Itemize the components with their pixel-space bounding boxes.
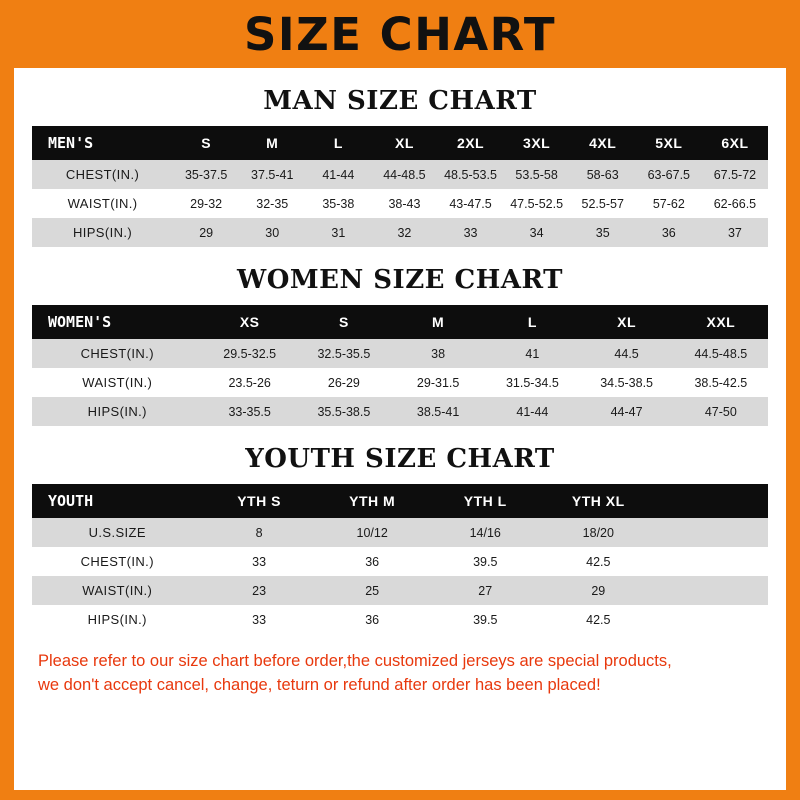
table-man-size (32, 126, 768, 247)
table-cell: 39.5 (473, 554, 498, 569)
column-header: 2XL (456, 135, 485, 151)
table-cell: 23 (252, 583, 267, 598)
column-header: MEN'S (48, 134, 94, 152)
table-cell (655, 576, 768, 605)
table-cell: 48.5-53.5 (444, 167, 497, 182)
table-cell: 29.5-32.5 (223, 346, 277, 361)
table-cell: 35.5-38.5 (317, 404, 371, 419)
table-header-row (32, 484, 768, 518)
table-row (32, 339, 768, 368)
column-header: YTH XL (571, 493, 625, 509)
column-header: YTH S (237, 493, 281, 509)
table-cell: 39.5 (473, 612, 498, 627)
column-header: 4XL (589, 135, 617, 151)
section-man (32, 86, 768, 247)
column-header: 5XL (655, 135, 683, 151)
table-row (32, 547, 768, 576)
table-body (32, 518, 768, 634)
table-cell: 41-44 (322, 167, 355, 182)
table-cell: 42.5 (586, 554, 611, 569)
row-label: U.S.SIZE (88, 525, 146, 540)
table-header-row (32, 126, 768, 160)
column-header: S (338, 314, 349, 330)
table-cell: 32-35 (256, 196, 289, 211)
table-cell: 34 (529, 225, 544, 240)
table-cell: 44-48.5 (383, 167, 426, 182)
table-cell: 33-35.5 (228, 404, 271, 419)
table-row (32, 576, 768, 605)
table-row (32, 605, 768, 634)
table-cell: 34.5-38.5 (600, 375, 654, 390)
section-youth (32, 444, 768, 634)
table-cell: 35-37.5 (184, 167, 228, 182)
table-cell: 36 (365, 612, 380, 627)
column-header: XS (239, 314, 260, 330)
page-title: SIZE CHART (243, 7, 557, 61)
table-cell: 31.5-34.5 (505, 375, 559, 390)
row-label: CHEST(IN.) (65, 167, 140, 182)
row-label: HIPS(IN.) (87, 404, 147, 419)
table-cell: 36 (365, 554, 380, 569)
section-title-women: WOMEN SIZE CHART (237, 265, 563, 295)
content (14, 86, 786, 698)
table-cell: 29-32 (190, 196, 223, 211)
table-cell: 44.5 (614, 346, 639, 361)
column-header: 6XL (721, 135, 749, 151)
row-label: CHEST(IN.) (80, 346, 154, 361)
table-cell: 41-44 (516, 404, 549, 419)
footer-note-line-2: we don't accept cancel, change, teturn or refund after order has been placed! (38, 675, 601, 694)
column-header: M (432, 314, 445, 330)
table-body (32, 160, 768, 247)
table-cell: 44.5-48.5 (694, 346, 748, 361)
table-row (32, 518, 768, 547)
table-cell: 38.5-42.5 (694, 375, 748, 390)
table-cell: 53.5-58 (515, 167, 558, 182)
table-cell: 30 (265, 225, 280, 240)
column-header: S (201, 135, 212, 151)
column-header: XXL (706, 314, 736, 330)
table-cell: 10/12 (356, 525, 388, 540)
table-cell: 32 (397, 225, 412, 240)
row-label: WAIST(IN.) (67, 196, 138, 211)
table-cell: 25 (365, 583, 380, 598)
table-cell: 43-47.5 (449, 196, 492, 211)
table-cell: 33 (463, 225, 478, 240)
table-cell: 27 (478, 583, 493, 598)
table-cell: 35-38 (322, 196, 355, 211)
table-cell: 42.5 (586, 612, 611, 627)
table-row (32, 218, 768, 247)
table-cell: 23.5-26 (228, 375, 271, 390)
bottom-accent-bar (14, 790, 786, 800)
table-header-row (32, 305, 768, 339)
table-cell: 37 (727, 225, 742, 240)
table-cell: 62-66.5 (713, 196, 757, 211)
row-label: WAIST(IN.) (82, 583, 153, 598)
table-cell: 36 (661, 225, 676, 240)
table-women-size (32, 305, 768, 426)
table-cell: 38.5-41 (416, 404, 460, 419)
table-cell: 44-47 (610, 404, 643, 419)
column-header: M (266, 135, 279, 151)
section-title-man: MAN SIZE CHART (263, 86, 537, 116)
table-cell: 63-67.5 (647, 167, 691, 182)
row-label: HIPS(IN.) (72, 225, 133, 240)
table-row (32, 189, 768, 218)
banner (14, 0, 786, 68)
table-cell (655, 547, 768, 576)
column-header: YTH M (349, 493, 396, 509)
table-cell: 47-50 (704, 404, 737, 419)
table-body (32, 339, 768, 426)
column-header: YTH L (463, 493, 507, 509)
table-cell: 8 (255, 525, 263, 540)
column-header: YOUTH (48, 492, 94, 510)
table-row (32, 397, 768, 426)
table-cell: 18/20 (582, 525, 614, 540)
table-head (32, 484, 768, 518)
table-cell: 37.5-41 (251, 167, 294, 182)
column-header: WOMEN'S (48, 313, 112, 331)
table-cell: 57-62 (652, 196, 685, 211)
table-cell (655, 605, 768, 634)
table-cell: 31 (331, 225, 346, 240)
table-cell: 35 (595, 225, 610, 240)
table-cell: 41 (525, 346, 540, 361)
table-cell: 38-43 (388, 196, 421, 211)
table-cell (655, 518, 768, 547)
table-cell: 32.5-35.5 (317, 346, 371, 361)
column-header (655, 484, 768, 518)
table-head (32, 305, 768, 339)
table-cell: 29-31.5 (416, 375, 460, 390)
footer-note-line-1: Please refer to our size chart before order,the customized jerseys are special products, (38, 652, 672, 670)
column-header: L (527, 314, 537, 330)
table-cell: 33 (252, 554, 267, 569)
table-row (32, 368, 768, 397)
table-head (32, 126, 768, 160)
footer-note (32, 650, 768, 698)
section-women (32, 265, 768, 426)
table-cell: 29 (199, 225, 214, 240)
table-cell: 47.5-52.5 (510, 196, 564, 211)
table-cell: 38 (431, 346, 446, 361)
table-cell: 14/16 (469, 525, 501, 540)
table-cell: 67.5-72 (713, 167, 757, 182)
row-label: CHEST(IN.) (80, 554, 154, 569)
table-cell: 33 (252, 612, 267, 627)
table-cell: 58-63 (586, 167, 619, 182)
table-cell: 29 (591, 583, 606, 598)
column-header: L (333, 135, 343, 151)
row-label: HIPS(IN.) (87, 612, 147, 627)
table-cell: 52.5-57 (581, 196, 624, 211)
column-header: XL (394, 135, 414, 151)
row-label: WAIST(IN.) (82, 375, 153, 390)
section-title-youth: YOUTH SIZE CHART (245, 444, 555, 474)
table-cell: 26-29 (327, 375, 360, 390)
table-youth-size (32, 484, 768, 634)
table-row (32, 160, 768, 189)
column-header: XL (617, 314, 637, 330)
column-header: 3XL (523, 135, 551, 151)
